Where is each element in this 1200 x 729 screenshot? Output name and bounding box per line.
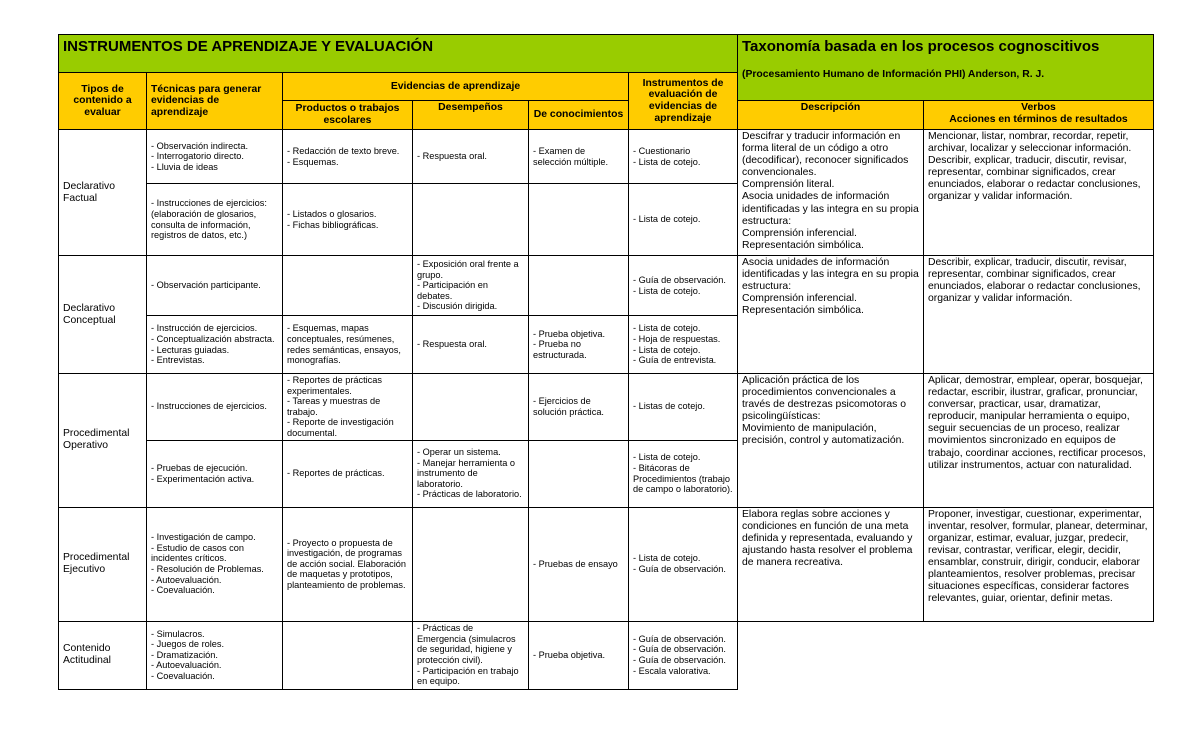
- cell-desempenos: [413, 316, 529, 374]
- content-type: Procedimental Operativo: [59, 374, 147, 508]
- cell-descripcion: [738, 130, 924, 256]
- list-item: - Lluvia de ideas: [151, 161, 218, 172]
- list-item: - Reporte de investigación documental.: [287, 417, 394, 438]
- table-row: [59, 507, 1154, 621]
- cell-productos: [283, 374, 413, 441]
- list-item: - Lista de cotejo.: [633, 344, 701, 355]
- list-item: - Dramatización.: [151, 649, 218, 660]
- cell-instrumentos: [629, 316, 738, 374]
- list-item: - Simulacros.: [151, 628, 205, 639]
- list-item: - Autoevaluación.: [151, 660, 222, 671]
- evaluation-table: [58, 34, 1154, 690]
- cell-desempenos: [413, 256, 529, 316]
- list-item: - Prácticas de laboratorio.: [417, 489, 522, 500]
- cell-tecnicas: [147, 256, 283, 316]
- list-item: - Prácticas de Emergencia (simulacros de seguridad, higiene y protección civil).: [417, 623, 516, 666]
- cell-conocimientos: [529, 316, 629, 374]
- list-item: - Lista de cotejo.: [633, 156, 701, 167]
- cell-tecnicas: [147, 507, 283, 621]
- list-item: - Interrogatorio directo.: [151, 151, 244, 162]
- list-item: - Respuesta oral.: [417, 339, 487, 350]
- list-item: - Examen de selección múltiple.: [533, 145, 609, 167]
- desc-text: Descifrar y traducir información en forma literal de un código a otro (decodificar), reconocer significados convencionales.: [742, 131, 909, 179]
- desc-text: Comprensión literal.: [742, 179, 835, 191]
- list-item: - Tareas y muestras de trabajo.: [287, 396, 381, 417]
- cell-productos: [283, 256, 413, 316]
- list-item: - Participación en trabajo en equipo.: [417, 665, 519, 687]
- col-header-verbos-line1: Verbos: [1021, 102, 1056, 113]
- content-type: Declarativo Factual: [59, 130, 147, 256]
- desc-text: Aplicación práctica de los procedimientos convencionales a través de destrezas psicomotoras o psicolingüísticas:: [742, 375, 907, 423]
- desc-text: Elabora reglas sobre acciones y condiciones en función de una meta definida y representada, evaluando y ajustando hasta resolver el problema de manera recreativa.: [742, 508, 913, 568]
- cell-conocimientos: [529, 256, 629, 316]
- list-item: - Coevaluación.: [151, 585, 215, 596]
- content-type: Declarativo Conceptual: [59, 256, 147, 374]
- list-item: - Redacción de texto breve.: [287, 145, 400, 156]
- main-title: INSTRUMENTOS DE APRENDIZAJE Y EVALUACIÓN: [59, 35, 738, 73]
- cell-productos: [283, 316, 413, 374]
- list-item: - Juegos de roles.: [151, 639, 225, 650]
- content-type: Procedimental Ejecutivo: [59, 507, 147, 621]
- desc-text: Asocia unidades de información identificadas y las integra en su propia estructura:: [742, 191, 919, 227]
- cell-tecnicas: [147, 621, 283, 689]
- col-header-descripcion: Descripción: [738, 101, 924, 130]
- list-item: - Operar un sistema.: [417, 447, 501, 458]
- col-header-verbos-line2: Acciones en términos de resultados: [949, 113, 1128, 125]
- list-item: - Lista de cotejo.: [633, 323, 701, 334]
- list-item: - Lista de cotejo.: [633, 214, 701, 225]
- col-header-tecnicas: Técnicas para generar evidencias de aprendizaje: [147, 73, 283, 130]
- cell-instrumentos: [629, 507, 738, 621]
- list-item: - Esquemas, mapas conceptuales, resúmenes, redes semánticas, ensayos, monografías.: [287, 323, 401, 366]
- cell-instrumentos: [629, 184, 738, 256]
- desc-text: Movimiento de manipulación, precisión, control y automatización.: [742, 423, 905, 447]
- cell-instrumentos: [629, 256, 738, 316]
- list-item: - Ejercicios de solución práctica.: [533, 396, 604, 417]
- cell-conocimientos: [529, 184, 629, 256]
- cell-productos: [283, 440, 413, 507]
- cell-desempenos: [413, 440, 529, 507]
- col-header-productos: Productos o trabajos escolares: [283, 101, 413, 130]
- list-item: - Observación participante.: [151, 280, 261, 291]
- list-item: - Investigación de campo.: [151, 532, 256, 543]
- cell-conocimientos: [529, 621, 629, 689]
- list-item: - Prueba objetiva.: [533, 328, 606, 339]
- col-header-desempenos: Desempeños: [413, 101, 529, 130]
- cell-desempenos: [413, 374, 529, 441]
- list-item: - Manejar herramienta o instrumento de laboratorio.: [417, 457, 516, 489]
- list-item: - Listas de cotejo.: [633, 401, 706, 412]
- cell-desempenos: [413, 184, 529, 256]
- cell-productos: [283, 621, 413, 689]
- desc-text: Asocia unidades de información identificadas y las integra en su propia estructura:: [742, 257, 919, 293]
- list-item: - Reportes de prácticas experimentales.: [287, 375, 382, 396]
- cell-descripcion: [738, 256, 924, 374]
- cell-conocimientos: [529, 130, 629, 184]
- table-row: [59, 621, 1154, 689]
- list-item: - Instrucciones de ejercicios: (elaboración de glosarios, consulta de información, registros de datos, etc.): [151, 198, 267, 241]
- list-item: - Resolución de Problemas.: [151, 564, 264, 575]
- list-item: - Estudio de casos con incidentes críticos.: [151, 542, 244, 564]
- cell-desempenos: [413, 130, 529, 184]
- list-item: - Hoja de respuestas.: [633, 333, 721, 344]
- list-item: - Respuesta oral.: [417, 151, 487, 162]
- cell-verbos: Describir, explicar, traducir, discutir, revisar, representar, combinar significados, crear enunciados, elaborar o redactar conclusiones, organizar y validar información.: [924, 256, 1154, 374]
- col-header-verbos: [924, 101, 1154, 130]
- list-item: - Cuestionario: [633, 145, 691, 156]
- list-item: - Reportes de prácticas.: [287, 468, 385, 479]
- list-item: - Instrucciones de ejercicios.: [151, 401, 267, 412]
- table-row: [59, 256, 1154, 316]
- cell-verbos: Mencionar, listar, nombrar, recordar, repetir, archivar, localizar y seleccionar información. Describir, explicar, traducir, discutir, revisar, representar, combinar significados, crear enunciados, elaborar o redactar conclusiones, organizar y validar información.: [924, 130, 1154, 256]
- cell-productos: [283, 184, 413, 256]
- cell-instrumentos: [629, 374, 738, 441]
- list-item: - Guía de observación.: [633, 633, 726, 644]
- list-item: - Listados o glosarios.: [287, 208, 377, 219]
- col-header-conocimientos: De conocimientos: [529, 101, 629, 130]
- list-item: - Escala valorativa.: [633, 665, 711, 676]
- list-item: - Prueba objetiva.: [533, 649, 606, 660]
- cell-instrumentos: [629, 440, 738, 507]
- list-item: - Exposición oral frente a grupo.: [417, 259, 519, 280]
- list-item: - Lista de cotejo.: [633, 553, 701, 564]
- list-item: - Coevaluación.: [151, 670, 215, 681]
- cell-productos: [283, 130, 413, 184]
- list-item: - Pruebas de ensayo: [533, 558, 618, 569]
- desc-text: Comprensión inferencial.: [742, 227, 857, 239]
- table-row: [59, 130, 1154, 184]
- col-header-instrumentos: Instrumentos de evaluación de evidencias de aprendizaje: [629, 73, 738, 130]
- taxonomy-header: [738, 35, 1154, 101]
- col-header-tipos: Tipos de contenido a evaluar: [59, 73, 147, 130]
- cell-tecnicas: [147, 184, 283, 256]
- list-item: - Lecturas guiadas.: [151, 344, 230, 355]
- content-type: Contenido Actitudinal: [59, 621, 147, 689]
- cell-instrumentos: [629, 130, 738, 184]
- list-item: - Lista de cotejo.: [633, 452, 701, 463]
- table-row: [59, 374, 1154, 441]
- list-item: - Guía de observación.: [633, 564, 726, 575]
- cell-conocimientos: [529, 440, 629, 507]
- list-item: - Discusión dirigida.: [417, 301, 498, 312]
- list-item: - Fichas bibliográficas.: [287, 219, 379, 230]
- list-item: - Conceptualización abstracta.: [151, 333, 275, 344]
- list-item: - Entrevistas.: [151, 355, 205, 366]
- list-item: - Prueba no estructurada.: [533, 339, 587, 360]
- list-item: - Autoevaluación.: [151, 574, 222, 585]
- list-item: - Instrucción de ejercicios.: [151, 323, 258, 334]
- list-item: - Lista de cotejo.: [633, 285, 701, 296]
- cell-conocimientos: [529, 507, 629, 621]
- cell-tecnicas: [147, 130, 283, 184]
- desc-text: Comprensión inferencial.: [742, 293, 857, 305]
- cell-desempenos: [413, 507, 529, 621]
- list-item: - Guía de observación.: [633, 644, 726, 655]
- list-item: - Guía de entrevista.: [633, 355, 717, 366]
- list-item: - Bitácoras de Procedimientos (trabajo de campo o laboratorio).: [633, 462, 733, 495]
- cell-verbos: Aplicar, demostrar, emplear, operar, bosquejar, redactar, escribir, ilustrar, graficar, pronunciar, conversar, practicar, usar, dramatizar, reproducir, manipular herramienta o equipo, seguir secuencias de un proceso, realizar movimientos sincronizado en equipos de trabajo, coordinar acciones, rectificar procesos, utilizar instrumentos, actuar con naturalidad.: [924, 374, 1154, 508]
- cell-tecnicas: [147, 316, 283, 374]
- cell-instrumentos: [629, 621, 738, 689]
- desc-text: Representación simbólica.: [742, 305, 864, 317]
- cell-tecnicas: [147, 440, 283, 507]
- list-item: - Participación en debates.: [417, 280, 488, 301]
- cell-descripcion: [738, 374, 924, 508]
- list-item: - Guía de observación.: [633, 655, 726, 666]
- list-item: - Proyecto o propuesta de investigación, de programas de acción social. Elaboración de maquetas y prototipos, planteamiento de problemas.: [287, 537, 406, 590]
- cell-verbos: Proponer, investigar, cuestionar, experimentar, inventar, resolver, formular, planear, determinar, organizar, estimar, evaluar, juzgar, predecir, revisar, contrastar, verificar, elegir, decidir, ensamblar, construir, dirigir, conducir, elaborar planteamientos, resolver problemas, precisar situaciones específicas, considerar factores relevantes, guiar, orientar, definir metas.: [924, 507, 1154, 621]
- cell-descripcion: [738, 507, 924, 621]
- empty-area: [738, 621, 1154, 689]
- col-header-evidencias: Evidencias de aprendizaje: [283, 73, 629, 101]
- taxonomy-title: Taxonomía basada en los procesos cognoscitivos: [742, 38, 1100, 55]
- list-item: - Guía de observación.: [633, 274, 726, 285]
- list-item: - Esquemas.: [287, 156, 339, 167]
- cell-conocimientos: [529, 374, 629, 441]
- list-item: - Pruebas de ejecución.: [151, 462, 248, 473]
- list-item: - Observación indirecta.: [151, 140, 249, 151]
- cell-tecnicas: [147, 374, 283, 441]
- list-item: - Experimentación activa.: [151, 473, 255, 484]
- taxonomy-subtitle: (Procesamiento Humano de Información PHI) Anderson, R. J.: [742, 69, 1045, 80]
- desc-text: Representación simbólica.: [742, 239, 864, 251]
- cell-productos: [283, 507, 413, 621]
- cell-desempenos: [413, 621, 529, 689]
